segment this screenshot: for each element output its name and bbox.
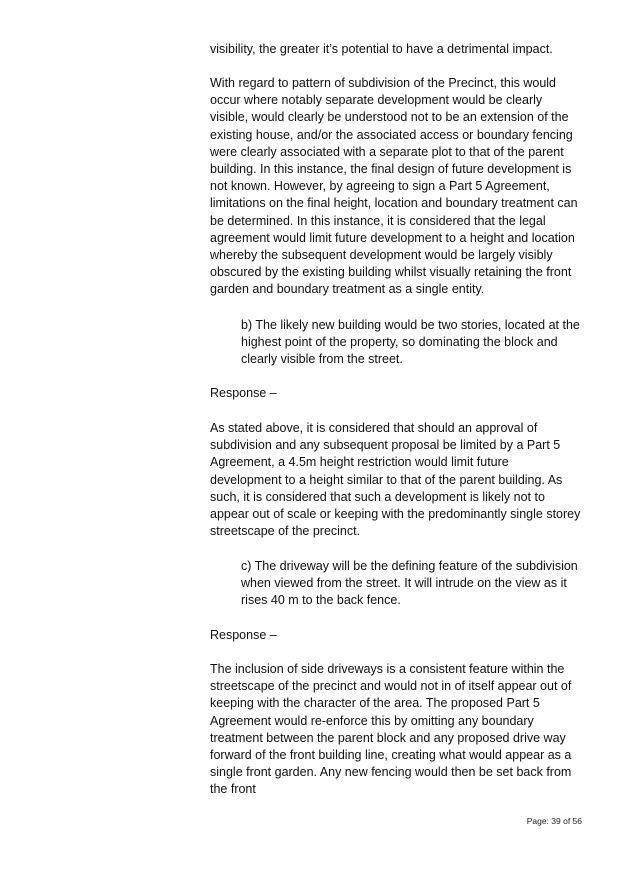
page-number: Page: 39 of 56 xyxy=(526,816,582,826)
paragraph-side-driveways: The inclusion of side driveways is a consistent feature within the streetscape of the precinct and would not in of itself appear out of keeping with the character of the area. The proposed Part 5 Agreement would re-enforce this by omitting any boundary treatment between the parent block and any proposed drive way forward of the front building line, creating what would appear as a single front garden. Any new fencing would then be set back from the front xyxy=(210,662,572,797)
paragraph-height-restriction: As stated above, it is considered that should an approval of subdivision and any subsequent proposal be limited by a Part 5 Agreement, a 4.5m height restriction would limit future development to a height similar to that of the parent building. As such, it is considered that such a development is likely not to appear out of scale or keeping with the predominantly single storey streetscape of the precinct. xyxy=(210,421,581,539)
response-heading-c: Response – xyxy=(210,628,277,642)
objection-b: b) The likely new building would be two stories, located at the highest point of the property, so dominating the block and clearly visible from the street. xyxy=(241,318,580,367)
paragraph-visibility-impact: visibility, the greater it’s potential to have a detrimental impact. xyxy=(210,42,553,56)
response-heading-b: Response – xyxy=(210,386,277,400)
objection-c: c) The driveway will be the defining feature of the subdivision when viewed from the street. It will intrude on the view as it rises 40 m to the back fence. xyxy=(241,559,578,608)
paragraph-subdivision-pattern: With regard to pattern of subdivision of the Precinct, this would occur where notably separate development would be clearly visible, would clearly be understood not to be an extension of the existing house, and/or the associated access or boundary fencing were clearly associated with a separate plot to that of the parent building. In this instance, the final design of future development is not known. However, by agreeing to sign a Part 5 Agreement, limitations on the final height, location and boundary treatment can be determined. In this instance, it is considered that the legal agreement would limit future development to a height and location whereby the subsequent development would be largely visibly obscured by the existing building whilst visually retaining the front garden and boundary treatment as a single entity. xyxy=(210,76,578,297)
